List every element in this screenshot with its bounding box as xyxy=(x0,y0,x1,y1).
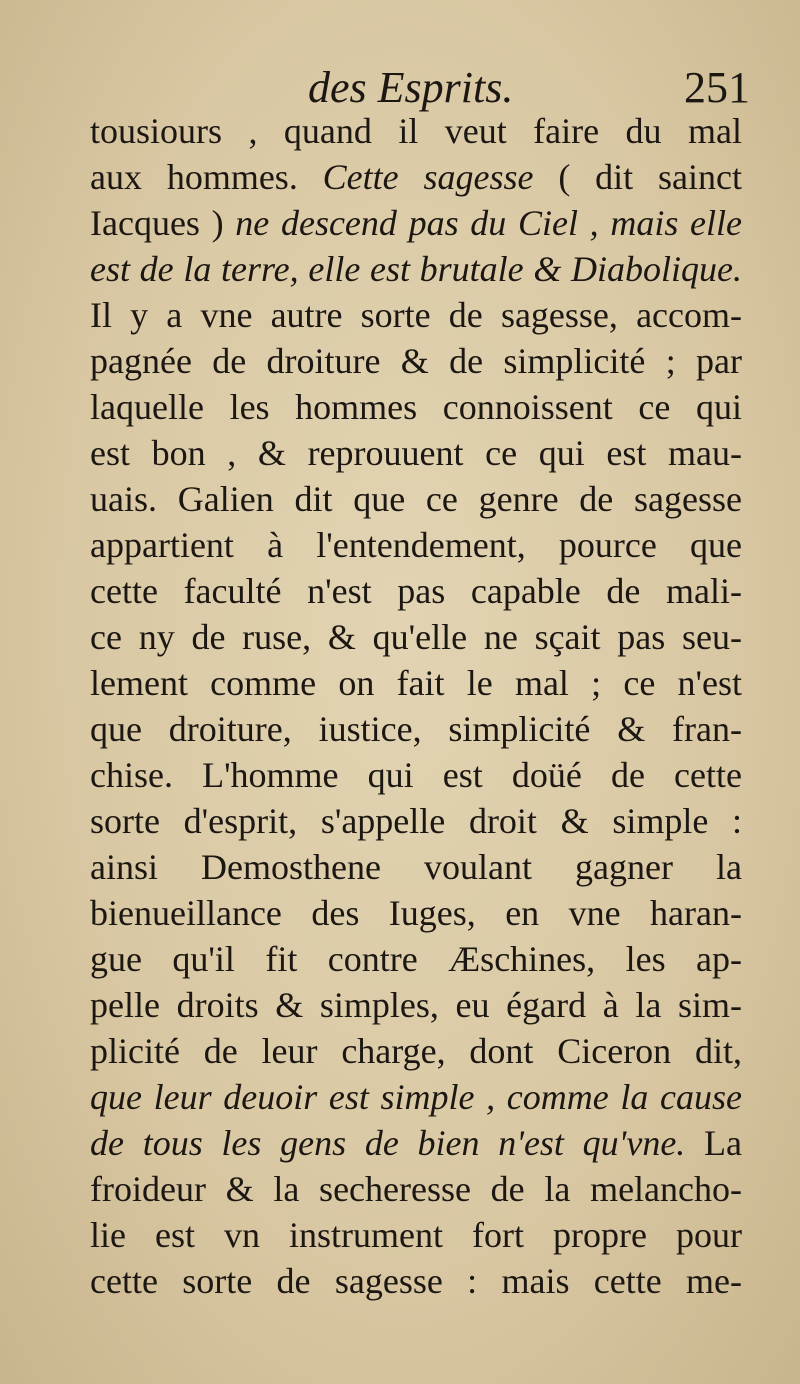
text-segment: froideur & la secheresse de la melancho- xyxy=(90,1169,742,1209)
body-text xyxy=(90,108,742,1304)
text-line xyxy=(90,982,742,1028)
text-line xyxy=(90,522,742,568)
italic-segment: que leur deuoir est simple , comme la cause xyxy=(90,1077,742,1117)
text-line xyxy=(90,1258,742,1304)
text-segment: gue qu'il fit contre Æschines, les ap- xyxy=(90,939,742,979)
text-line xyxy=(90,752,742,798)
text-line xyxy=(90,798,742,844)
italic-segment: ne descend pas du Ciel , mais elle xyxy=(235,203,742,243)
text-segment: lement comme on fait le mal ; ce n'est xyxy=(90,663,742,703)
text-segment: Iacques ) xyxy=(90,203,236,243)
page-number: 251 xyxy=(684,63,750,112)
text-line xyxy=(90,154,742,200)
text-line xyxy=(90,1120,742,1166)
text-line xyxy=(90,338,742,384)
text-segment: plicité de leur charge, dont Ciceron dit, xyxy=(90,1031,742,1071)
text-line xyxy=(90,200,742,246)
italic-segment: Cette sagesse xyxy=(322,157,534,197)
text-line xyxy=(90,660,742,706)
italic-segment: de tous les gens de bien n'est qu'vne. xyxy=(90,1123,686,1163)
text-line xyxy=(90,384,742,430)
text-segment: ainsi Demosthene voulant gagner la xyxy=(90,847,742,887)
text-segment: est bon , & reprouuent ce qui est mau- xyxy=(90,433,742,473)
text-line xyxy=(90,476,742,522)
text-line xyxy=(90,614,742,660)
text-line xyxy=(90,108,742,154)
text-segment: Il y a vne autre sorte de sagesse, accom- xyxy=(90,295,742,335)
text-line xyxy=(90,246,742,292)
text-line xyxy=(90,430,742,476)
text-line xyxy=(90,844,742,890)
text-segment: appartient à l'entendement, pource que xyxy=(90,525,742,565)
text-segment: bienueillance des Iuges, en vne haran- xyxy=(90,893,742,933)
text-segment: uais. Galien dit que ce genre de sagesse xyxy=(90,479,742,519)
text-line xyxy=(90,568,742,614)
text-segment: laquelle les hommes connoissent ce qui xyxy=(90,387,742,427)
italic-segment: est de la terre, elle est brutale & Diabolique. xyxy=(90,249,742,289)
text-segment: cette sorte de sagesse : mais cette me- xyxy=(90,1261,742,1301)
text-line xyxy=(90,1028,742,1074)
text-segment: pelle droits & simples, eu égard à la sim- xyxy=(90,985,742,1025)
text-segment: ( dit sainct xyxy=(533,157,742,197)
text-segment: pagnée de droiture & de simplicité ; par xyxy=(90,341,742,381)
text-line xyxy=(90,1212,742,1258)
text-segment: chise. L'homme qui est doüé de cette xyxy=(90,755,742,795)
text-line xyxy=(90,1074,742,1120)
text-segment: La xyxy=(685,1123,742,1163)
text-line xyxy=(90,292,742,338)
text-segment: que droiture, iustice, simplicité & fran- xyxy=(90,709,742,749)
text-line xyxy=(90,706,742,752)
text-segment: cette faculté n'est pas capable de mali- xyxy=(90,571,742,611)
text-segment: aux hommes. xyxy=(90,157,323,197)
running-title: des Esprits. xyxy=(308,63,514,112)
text-segment: lie est vn instrument fort propre pour xyxy=(90,1215,742,1255)
text-line xyxy=(90,890,742,936)
text-segment: ce ny de ruse, & qu'elle ne sçait pas seu- xyxy=(90,617,742,657)
text-line xyxy=(90,936,742,982)
text-segment: tousiours , quand il veut faire du mal xyxy=(90,111,742,151)
text-segment: sorte d'esprit, s'appelle droit & simple : xyxy=(90,801,742,841)
text-line xyxy=(90,1166,742,1212)
